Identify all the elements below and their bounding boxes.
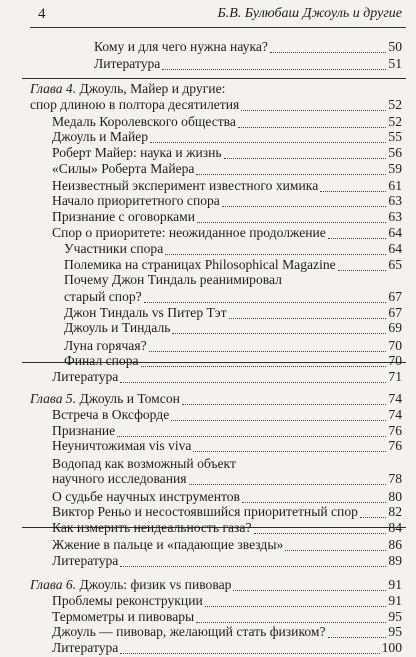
page-number: 4 [38,6,46,22]
dot-leader [241,109,386,111]
page-ref: 64 [388,225,402,240]
entry-title: Джон Тиндаль vs Питер Тэт [64,305,227,320]
toc-entry [0,96,416,114]
entry-title: Луна горячая? [64,338,147,353]
chapter-label: Глава 5. [30,391,77,406]
page-ref: 76 [388,423,402,438]
page-ref: 69 [388,320,402,335]
entry-title: Спор о приоритете: неожиданное продолжение [52,225,326,240]
toc-entry [0,639,416,657]
entry-title: Начало приоритетного спора [52,193,220,208]
page-ref: 65 [388,257,402,272]
entry-title: научного исследования [52,471,187,486]
entry-title: Термометры и пивовары [52,609,195,624]
entry-title: Медаль Королевского общества [52,114,236,129]
entry-title: Почему Джон Тиндаль реанимировал [64,272,282,287]
chapter-label: Глава 6. [30,577,77,592]
chapter-title: Джоуль и Томсон [76,391,180,406]
entry-title: Встреча в Оксфорде [52,407,170,422]
dot-leader [285,549,386,551]
entry-title: Проблемы реконструкции [52,593,203,608]
entry-title: Джоуль и Майер [52,129,149,144]
page-ref: 70 [388,338,402,353]
toc-entry [0,319,416,337]
dot-leader [150,141,386,143]
page-ref: 95 [388,624,402,639]
dot-leader [171,419,386,421]
page-ref: 91 [388,577,402,592]
entry-title: Жжение в пальце и «падающие звезды» [52,537,284,552]
entry-title: Литература [52,553,119,568]
entry-title: Неуничтожимая vis viva [52,438,192,453]
entry-title: Признание [52,423,116,438]
dot-leader [360,516,386,518]
dot-leader [120,652,379,654]
entry-title: Литература [52,369,119,384]
dot-leader [328,237,387,239]
page-ref: 82 [388,504,402,519]
toc-entry [0,160,416,178]
dot-leader [197,221,386,223]
chapter-title: Джоуль, Майер и другие: [76,81,226,96]
page-ref: 63 [388,209,402,224]
entry-title: «Силы» Роберта Майера [52,161,195,176]
entry-title: Литература [52,640,119,655]
dot-leader [182,403,387,405]
entry-title: Участники спора [64,241,164,256]
entry-title: О судьбе научных инструментов [52,489,240,504]
dot-leader [144,301,387,303]
dot-leader [141,365,387,367]
entry-title: Виктор Реньо и несостоявшийся приоритетный спор [52,504,358,519]
dot-leader [120,565,386,567]
dot-leader [172,332,386,334]
page-ref: 56 [388,145,402,160]
page-ref: 63 [388,193,402,208]
entry-title: Как измерить неидеальность газа? [52,520,252,535]
page-ref: 76 [388,438,402,453]
dot-leader [162,68,386,70]
chapter-title: Джоуль: физик vs пивовар [76,577,232,592]
entry-title: Неизвестный эксперимент известного химика [52,178,319,193]
entry-title: спор длиною в полтора десятилетия [30,97,240,112]
page-ref: 74 [388,391,402,406]
page-ref: 100 [381,640,402,655]
toc-entry [0,519,416,537]
dot-leader [120,381,386,383]
entry-title: Литература [94,56,161,71]
toc-entry [0,470,416,488]
dot-leader [328,636,387,638]
page-ref: 70 [388,353,402,368]
entry-title: Признание с оговорками [52,209,196,224]
page-ref: 91 [388,593,402,608]
entry-title: старый спор? [64,289,142,304]
toc-entry [0,38,416,56]
entry-title: Финал спора [64,353,139,368]
entry-title: Роберт Майер: наука и жизнь [52,145,222,160]
page-ref: 95 [388,609,402,624]
dot-leader [189,483,387,485]
toc-entry [0,55,416,73]
entry-title: Водопад как возможный объект [52,456,236,471]
toc-entry [0,437,416,455]
chapter-label: Глава 4. [30,81,77,96]
entry-title: Полемика на страницах Philosophical Magazine [64,257,336,272]
entry-title: Кому и для чего нужна наука? [94,39,268,54]
dot-leader [193,450,386,452]
entry-title: Джоуль и Тиндаль [64,320,171,335]
page-ref: 84 [388,520,402,535]
entry-title: Джоуль — пивовар, желающий стать физиком? [52,624,326,639]
dot-leader [196,173,386,175]
dot-leader [254,532,387,534]
page-ref: 67 [388,289,402,304]
toc-entry [0,368,416,386]
page-ref: 55 [388,129,402,144]
dot-leader [233,589,386,591]
page-ref: 59 [388,161,402,176]
page-ref: 51 [388,56,402,71]
page-ref: 89 [388,553,402,568]
page-ref: 71 [388,369,402,384]
page-ref: 61 [388,178,402,193]
toc-entry [0,552,416,570]
page-ref: 86 [388,537,402,552]
page-ref: 50 [388,39,402,54]
dot-leader [222,205,387,207]
running-title: Б.В. Булюбаш Джоуль и другие [217,6,402,21]
dot-leader [205,605,387,607]
page-ref: 64 [388,241,402,256]
toc-entry [0,271,416,289]
page-ref: 78 [388,471,402,486]
page-ref: 80 [388,489,402,504]
page-ref: 67 [388,305,402,320]
page-ref: 52 [388,97,402,112]
dot-leader [165,253,386,255]
dot-leader [224,157,387,159]
page-ref: 52 [388,114,402,129]
dot-leader [270,51,386,53]
page-ref: 74 [388,407,402,422]
